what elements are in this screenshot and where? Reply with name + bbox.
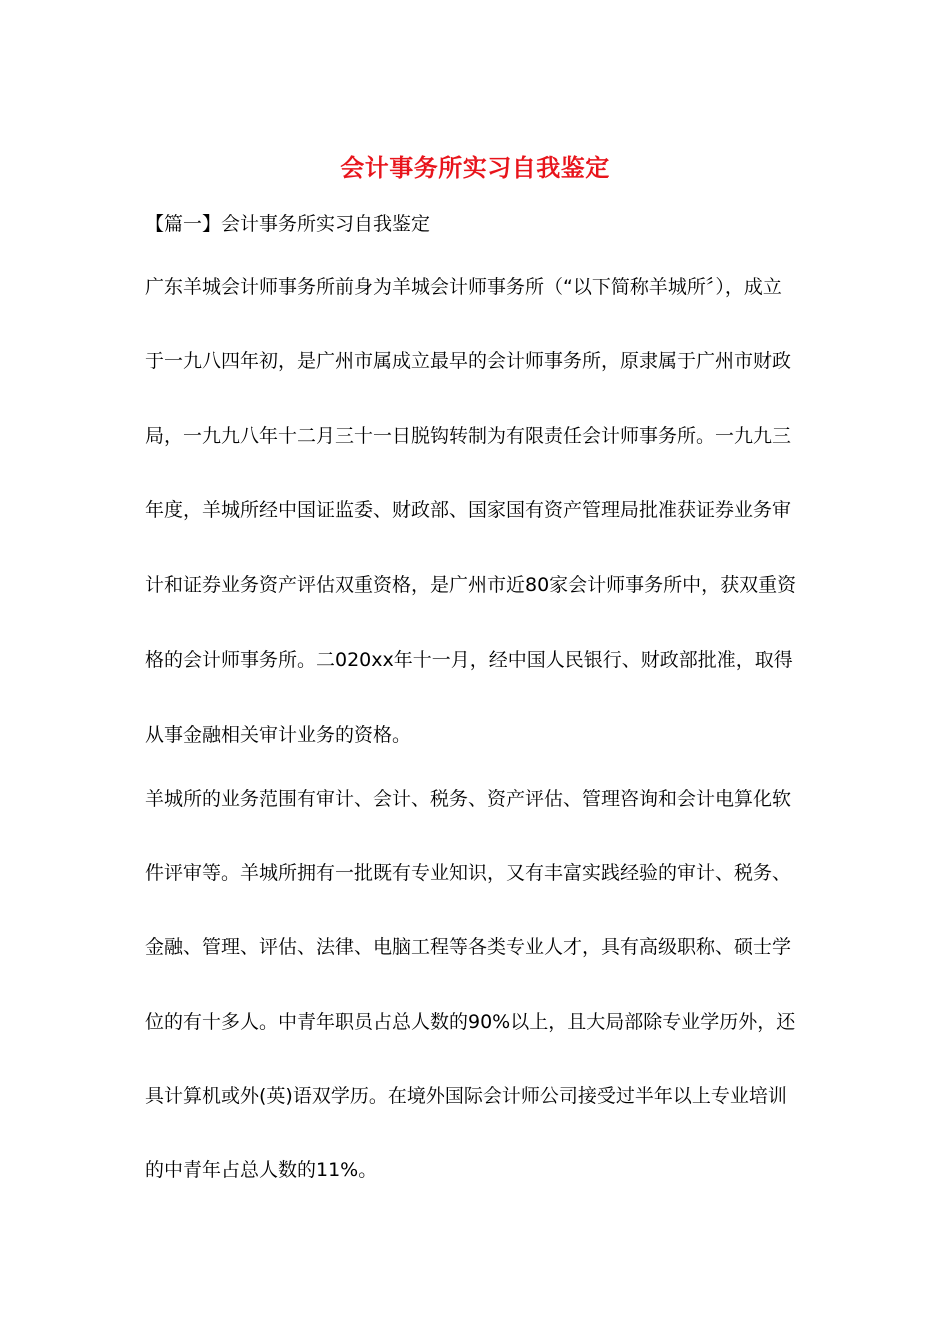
paragraph-line: 从事金融相关审计业务的资格。 — [145, 724, 412, 746]
paragraph-line: 的中青年占总人数的11%。 — [145, 1159, 378, 1181]
paragraph-line: 羊城所的业务范围有审计、会计、税务、资产评估、管理咨询和会计电算化软 — [145, 788, 792, 810]
section-heading: 【篇一】会计事务所实习自我鉴定 — [145, 213, 431, 235]
paragraph-line: 金融、管理、评估、法律、电脑工程等各类专业人才，具有高级职称、硕士学 — [145, 936, 792, 958]
paragraph-line: 位的有十多人。中青年职员占总人数的90%以上，且大局部除专业学历外，还 — [145, 1011, 796, 1033]
page-title: 会计事务所实习自我鉴定 — [340, 153, 610, 182]
paragraph-line: 广东羊城会计师事务所前身为羊城会计师事务所（“以下简称羊城所〞），成立 — [145, 276, 782, 298]
paragraph-line: 于一九八四年初，是广州市属成立最早的会计师事务所，原隶属于广州市财政 — [145, 350, 792, 372]
paragraph-line: 年度，羊城所经中国证监委、财政部、国家国有资产管理局批准获证券业务审 — [145, 499, 792, 521]
paragraph-line: 局，一九九八年十二月三十一日脱钩转制为有限责任会计师事务所。一九九三 — [145, 425, 792, 447]
paragraph-line: 计和证券业务资产评估双重资格，是广州市近80家会计师事务所中，获双重资 — [145, 574, 797, 596]
paragraph-line: 格的会计师事务所。二020xx年十一月，经中国人民银行、财政部批准，取得 — [145, 649, 793, 671]
paragraph-line: 具计算机或外(英)语双学历。在境外国际会计师公司接受过半年以上专业培训 — [145, 1085, 787, 1107]
paragraph-line: 件评审等。羊城所拥有一批既有专业知识，又有丰富实践经验的审计、税务、 — [145, 862, 792, 884]
